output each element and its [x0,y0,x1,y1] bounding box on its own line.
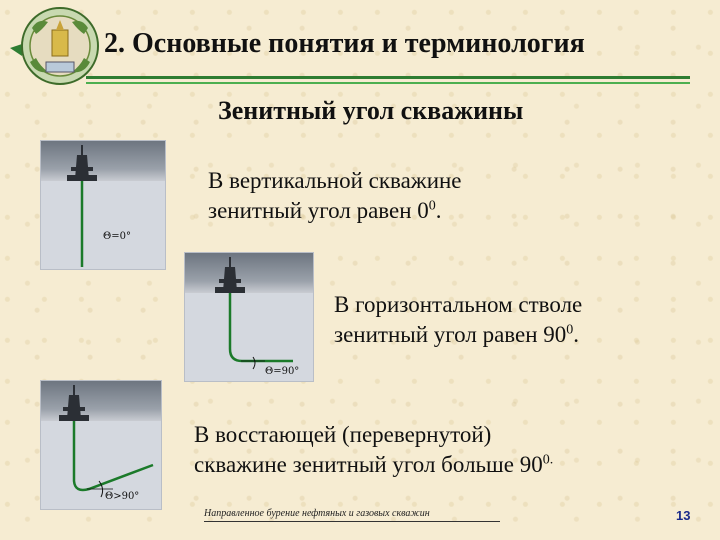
angle-label-greater-ninety: Θ>90° [105,491,140,502]
horizontal-well-diagram [184,252,314,382]
vertical-well-drawing [41,141,165,269]
drilling-rig-icon [59,385,89,421]
vertical-well-text [208,166,462,226]
vertical-well-line2: зенитный угол равен $0^0$. [208,198,442,223]
drilling-rig-icon [67,145,97,181]
slide-subtitle: Зенитный угол скважины [218,96,524,125]
vertical-well-line1: В вертикальной скважине [208,168,462,193]
horizontal-well-text [334,290,582,350]
title-divider-secondary [86,82,690,84]
inverted-well-drawing [41,381,161,509]
footer-caption: Направленное бурение нефтяных и газовых скважин [204,508,430,519]
title-divider [86,76,690,79]
inverted-well-diagram [40,380,162,510]
inverted-well-line2: скважине зенитный угол больше $90^{0.}$ [194,452,554,477]
vertical-well-diagram [40,140,166,270]
page-title: 2. Основные понятия и терминология [104,28,585,59]
horizontal-well-line2: зенитный угол равен $90^0$. [334,322,580,347]
angle-label-zero: Θ=0° [103,231,131,242]
horizontal-well-drawing [185,253,313,381]
inverted-well-line1: В восстающей (перевернутой) [194,422,492,447]
drilling-rig-icon [215,257,245,293]
footer-underline [204,521,500,522]
page-number: 13 [676,508,691,523]
horizontal-well-line1: В горизонтальном стволе [334,292,583,317]
inverted-well-text [194,420,553,480]
angle-label-ninety: Θ=90° [265,366,300,377]
